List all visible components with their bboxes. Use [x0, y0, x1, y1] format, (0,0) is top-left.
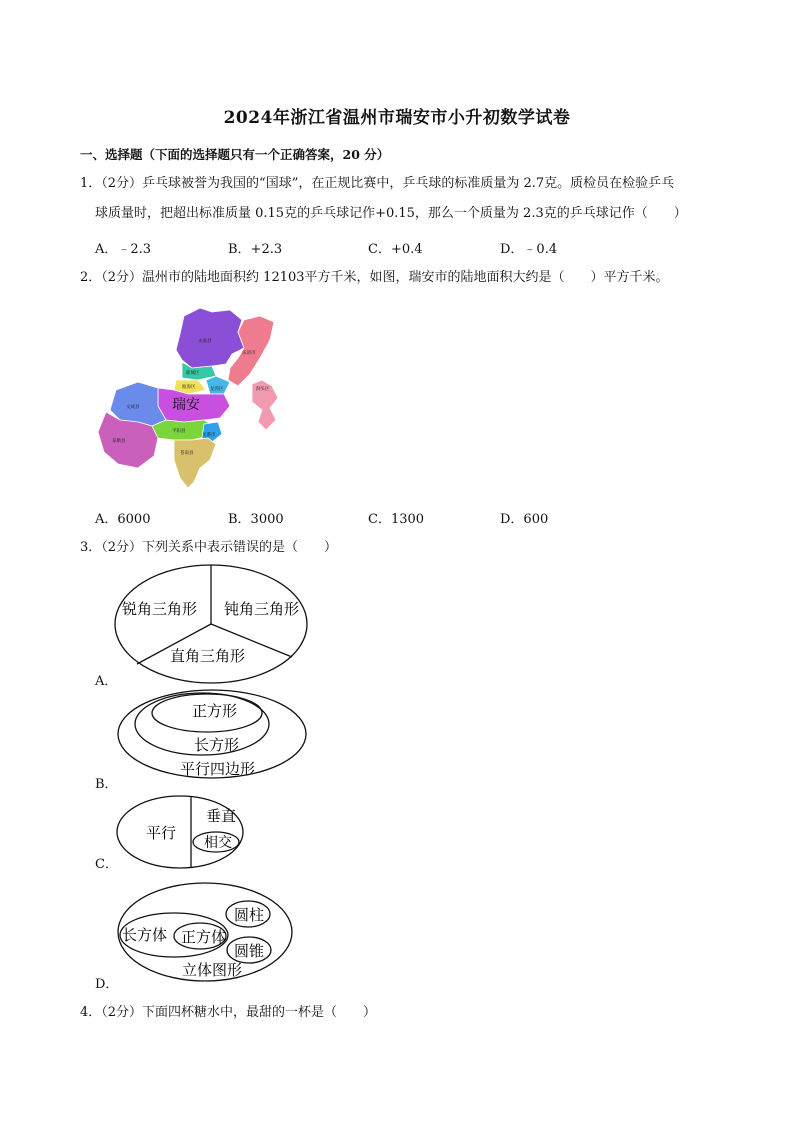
- diagram-d: [114, 880, 304, 985]
- q2-option-a[interactable]: A．6000: [95, 512, 151, 527]
- diagram-a: [112, 563, 312, 693]
- map-label-ruian: 瑞安: [172, 397, 200, 413]
- wenzhou-map: [92, 302, 284, 492]
- diagram-a-acute-label: 锐角三角形: [122, 600, 198, 618]
- map-region-yongjia: [176, 308, 244, 368]
- question-1-line-1: 1．（2分）乒乓球被誉为我国的“国球”，在正规比赛中，乒乓球的标准质量为 2.7克。质检员在检验乒乓: [80, 176, 675, 191]
- diagram-d-cone-label: 圆锥: [234, 942, 265, 960]
- q1-option-d[interactable]: D．﹣0.4: [500, 242, 558, 257]
- diagram-d-solids-label: 立体图形: [182, 961, 243, 979]
- q1-option-a[interactable]: A．﹣2.3: [95, 242, 152, 257]
- map-label-pingyang: 平阳县: [172, 429, 186, 434]
- question-4-text: 4．（2分）下面四杯糖水中，最甜的一杯是（ ）: [80, 1005, 377, 1020]
- diagram-c: [114, 793, 254, 873]
- question-2-text: 2．（2分）温州市的陆地面积约 12103平方千米，如图，瑞安市的陆地面积大约是（ ）平方千米。: [80, 270, 669, 285]
- q3-option-b[interactable]: B．: [95, 777, 118, 792]
- diagram-a-right-label: 直角三角形: [170, 647, 246, 665]
- q2-option-b[interactable]: B．3000: [228, 512, 284, 527]
- diagram-c-perpendicular-label: 垂直: [206, 807, 237, 825]
- map-label-cangnan: 苍南县: [180, 451, 194, 456]
- map-label-longgang: 龙港市: [202, 433, 216, 438]
- diagram-b: [112, 686, 312, 786]
- q2-option-c[interactable]: C．1300: [368, 512, 425, 527]
- map-label-yueqing: 乐清市: [242, 351, 256, 356]
- map-region-cangnan: [174, 438, 216, 488]
- map-label-ouhai: 瓯海区: [182, 385, 196, 390]
- map-label-wencheng: 文成县: [126, 405, 140, 410]
- map-label-lucheng: 鹿城区: [186, 371, 200, 376]
- question-1-line-2: 球质量时，把超出标准质量 0.15克的乒乓球记作+0.15，那么一个质量为 2.3克的乒乓球记作（ ）: [95, 206, 687, 221]
- diagram-c-parallel-label: 平行: [146, 824, 177, 842]
- section-heading: 一、选择题（下面的选择题只有一个正确答案，20 分）: [80, 147, 390, 162]
- question-3-text: 3．（2分）下列关系中表示错误的是（ ）: [80, 540, 338, 555]
- map-label-longwan: 龙湾区: [210, 387, 224, 392]
- q3-option-c[interactable]: C．: [95, 857, 118, 872]
- map-label-yongjia: 永嘉县: [198, 339, 212, 344]
- diagram-b-rectangle-label: 长方形: [194, 736, 240, 754]
- q3-option-d[interactable]: D．: [95, 977, 119, 992]
- diagram-d-cuboid-label: 长方体: [122, 926, 168, 944]
- diagram-b-square-label: 正方形: [192, 702, 238, 720]
- diagram-b-parallelogram-label: 平行四边形: [180, 760, 256, 778]
- q1-option-b[interactable]: B．+2.3: [228, 242, 283, 257]
- diagram-d-cylinder-label: 圆柱: [234, 906, 265, 924]
- q2-option-d[interactable]: D．600: [500, 512, 549, 527]
- map-label-taishun: 泰顺县: [112, 439, 126, 444]
- diagram-c-intersect-label: 相交: [204, 835, 232, 851]
- map-label-dongtou: 洞头区: [256, 387, 270, 392]
- q1-option-c[interactable]: C．+0.4: [368, 242, 423, 257]
- exam-title: 2024年浙江省温州市瑞安市小升初数学试卷: [223, 108, 571, 128]
- q3-option-a[interactable]: A．: [95, 674, 118, 689]
- diagram-d-cube-label: 正方体: [181, 928, 227, 946]
- diagram-a-obtuse-label: 钝角三角形: [224, 600, 300, 618]
